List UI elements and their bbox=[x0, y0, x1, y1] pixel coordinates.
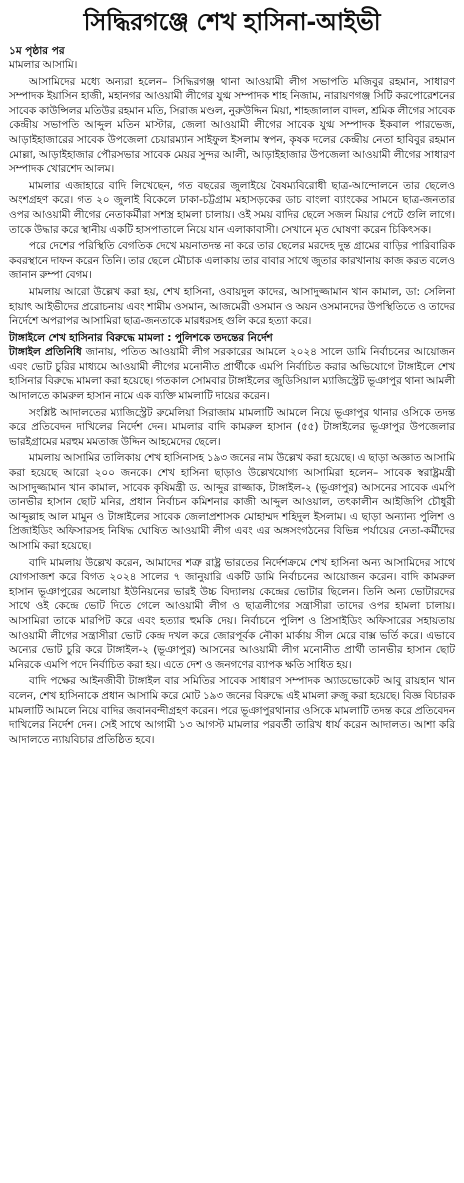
article-paragraph: মামলায় আরো উল্লেখ করা হয়, শেখ হাসিনা, ওবায়দুল কাদের, আসাদুজ্জামান খান কামাল, ডা: সেলিনা হায়াৎ আইভীদের প্ররোচনায় এবং শামীম ওসমান, আজমেরী ওসমান ও অয়ন ওসমানদের উপস্থিতিতে ও তাদের নির্দেশে অপরাপর আসামিরা ছাত্র-জনতাকে মারধরসহ গুলি করে হত্যা করে। bbox=[9, 285, 455, 328]
article-paragraph: মামলায় আসামির তালিকায় শেখ হাসিনাসহ ১৯৩ জনের নাম উল্লেখ করা হয়েছে। এ ছাড়া অজ্ঞাত আসামি করা হয়েছে আরো ২০০ জনকে। শেখ হাসিনা ছাড়াও উল্লেখযোগ্য আসামিরা হলেন– সাবেক স্বরাষ্ট্রমন্ত্রী আসাদুজ্জামান খান কামাল, সাবেক কৃষিমন্ত্রী ড. আব্দুর রাজ্জাক, টাঙ্গাইল-২ (ভূঞাপুর) আসনের সাবেক এমপি তানভীর হাসান ছোট মনির, প্রধান নির্বাচন কমিশনার কাজী আব্দুল আওয়াল, তৎকালীন আইজিপি চৌধুরী আব্দুল্লাহ আল মামুন ও টাঙ্গাইলের সাবেক জেলাপ্রশাসক মোহাম্মদ শহিদুল ইসলাম। এ ছাড়া অন্যান্য পুলিশ ও প্রিজাইডিং অফিসারসহ নিষিদ্ধ ঘোষিত আওয়ামী লীগ এবং এর অঙ্গসংগঠনের বিভিন্ন পর্যায়ের নেতা-কর্মীদের আসামি করা হয়েছে। bbox=[9, 452, 455, 552]
byline: টাঙ্গাইল প্রতিনিধি bbox=[9, 346, 82, 359]
article-paragraph: মামলার আসামি। bbox=[9, 59, 78, 71]
article-paragraph: মামলার এজাহারে বাদি লিখেছেন, গত বছরের জুলাইয়ে বৈষম্যবিরোধী ছাত্র-আন্দোলনে তার ছেলেও অংশগ্রহণ করে। গত ২০ জুলাই বিকেলে ঢাকা-চট্টগ্রাম মহাসড়কের ডাচ বাংলা ব্যাংকের সামনে ছাত্র-জনতার ওপর আওয়ামী লীগের নেতাকর্মীরা সশস্ত্র হামলা চালায়। ওই সময় বাদির ছেলে সজল মিয়ার পেটে গুলি লাগে। তাকে উদ্ধার করে স্থানীয় একটি হাসপাতালে নিয়ে যান এলাকাবাসী। সেখানে মৃত ঘোষণা করেন চিকিৎসক। bbox=[9, 179, 455, 236]
article-paragraph: বাদি মামলায় উল্লেখ করেন, আমাদের শত্রু রাষ্ট্র ভারতের নির্দেশক্রমে শেখ হাসিনা অন্য আসামিদের সাথে যোগসাজশ করে বিগত ২০২৪ সালের ৭ জানুয়ারি একটি ডামি নির্বাচনের আয়োজন করেন। বাদি কামরুল হাসান ভূঞাপুরের অলোয়া ইউনিয়নের ভারই উচ্চ বিদ্যালয় কেন্দ্রের ভোটার ছিলেন। তিনি অন্য ভোটারদের সাথে ওই কেন্দ্রে ভোট দিতে গেলে আওয়ামী লীগ ও ছাত্রলীগের সন্ত্রাসীরা তাদের ওপর হামলা চালায়। আসামিরা তাকে মারপিট করে এবং হত্যার হুমকি দেয়। নির্বাচনে পুলিশ ও প্রিসাইডিং অফিসারের সহায়তায় আওয়ামী লীগের সন্ত্রাসীরা ভোট কেন্দ্র দখল করে জোরপূর্বক নৌকা মার্কায় সীল মেরে বাক্স ভর্তি করে। এভাবে অন্যের ভোট চুরি করে টাঙ্গাইল-২ (ভূঞাপুর) আসনের আওয়ামী লীগ মনোনীত প্রার্থী তানভীর হাসান ছোট মনিরকে এমপি পদে নির্বাচিত করা হয়। এতে দেশ ও জনগণের ব্যাপক ক্ষতি সাধিত হয়। bbox=[9, 556, 455, 671]
article-paragraph bbox=[9, 345, 455, 403]
article-paragraph: আসামিদের মধ্যে অন্যরা হলেন– সিদ্ধিরগঞ্জ থানা আওয়ামী লীগ সভাপতি মজিবুর রহমান, সাধারণ সম্পাদক ইয়াসিন হাজী, মহানগর আওয়ামী লীগের যুগ্ম সম্পাদক শাহ নিজাম, নারায়ণগঞ্জ সিটি করপোরেশনের সাবেক কাউন্সিলর মতিউর রহমান মতি, সিরাজ মণ্ডল, নুরুউদ্দিন মিয়া, শাহজালাল বাদল, শ্রমিক লীগের সাবেক কেন্দ্রীয় সভাপতি আব্দুল মতিন মাস্টার, জেলা আওয়ামী লীগের সাবেক যুগ্ম সম্পাদক ইকবাল পারভেজ, আড়াইহাজারের সাবেক উপজেলা চেয়ারম্যান সাইফুল ইসলাম স্বপন, কৃষক দলের কেন্দ্রীয় নেতা হাবিবুর রহমান মোল্লা, আড়াইহাজার পৌরসভার সাবেক মেয়র সুন্দর আলী, আড়াইহাজার উপজেলা আওয়ামী লীগের সাধারণ সম্পাদক খোরশেদ আলম। bbox=[9, 75, 455, 176]
article-paragraph: পরে দেশের পরিস্থিতি বেগতিক দেখে ময়নাতদন্ত না করে তার ছেলের মরদেহ দুন্ত গ্রামের বাড়ির পারিবারিক কবরস্থানে দাফন করেন তিনি। তার ছেলে মৌচাক এলাকায় তার বাবার সাথে জুতার কারখানায় কাজ করত বলেও জানান রুম্পা বেগম। bbox=[9, 240, 455, 282]
article-paragraph: সংশ্লিষ্ট আদালতের ম্যাজিস্ট্রেট রুমেলিয়া সিরাজাম মামলাটি আমলে নিয়ে ভূঞাপুর থানার ওসিকে তদন্ত করে প্রতিবেদন দাখিলের নির্দেশ দেন। মামলার বাদি কামরুল হাসান (৫৫) টাঙ্গাইলের ভূঞাপুর উপজেলার ভারইগ্রামের মরহুম মমতাজ উদ্দিন আহমেদের ছেলে। bbox=[9, 406, 455, 448]
continued-label: ১ম পৃষ্ঠার পর bbox=[9, 45, 65, 57]
article-paragraph: বাদি পক্ষের আইনজীবী টাঙ্গাইল বার সমিতির সাবেক সাধারণ সম্পাদক অ্যাডভোকেট আবু রায়হান খান বলেন, শেখ হাসিনাকে প্রধান আসামি করে মোট ১৯৩ জনের বিরুদ্ধে এই মামলা রুজু করা হয়েছে। বিজ্ঞ বিচারক মামলাটি আমলে নিয়ে বাদির জবানবন্দীগ্রহণ করেন। পরে ভূঞাপুরথানার ওসিকে মামলাটি তদন্ত করে প্রতিবেদন দাখিলের নির্দেশ দেন। সেই সাথে আগামী ১৩ আগস্ট মামলার পরবর্তী তারিখ ধার্য করেন আদালত। আশা করি আদালতে ন্যায়বিচার প্রতিষ্ঠিত হবে। bbox=[9, 675, 455, 746]
article-headline: সিদ্ধিরগঞ্জে শেখ হাসিনা-আইভী bbox=[83, 8, 381, 36]
sub-headline: টাঙ্গাইলে শেখ হাসিনার বিরুদ্ধে মামলা : পুলিশকে তদন্তের নির্দেশ bbox=[9, 331, 273, 344]
byline-paragraph-text: জানায়, পতিত আওয়ামী লীগ সরকারের আমলে ২০২৪ সালে ডামি নির্বাচনের আয়োজন এবং ভোট চুরির মাধ্যমে আওয়ামী লীগের মনোনীত প্রার্থীকে এমপি নির্বাচিত করার অভিযোগে টাঙ্গাইলে শেখ হাসিনার বিরুদ্ধে মামলা করা হয়েছে। গতকাল সোমবার টাঙ্গাইলের জুডিসিয়াল ম্যাজিস্ট্রেট ভূঞাপুর থানা আমলী আদালতে কামরুল হাসান নামে এক ব্যক্তি মামলাটি দায়ের করেন। bbox=[9, 346, 455, 403]
